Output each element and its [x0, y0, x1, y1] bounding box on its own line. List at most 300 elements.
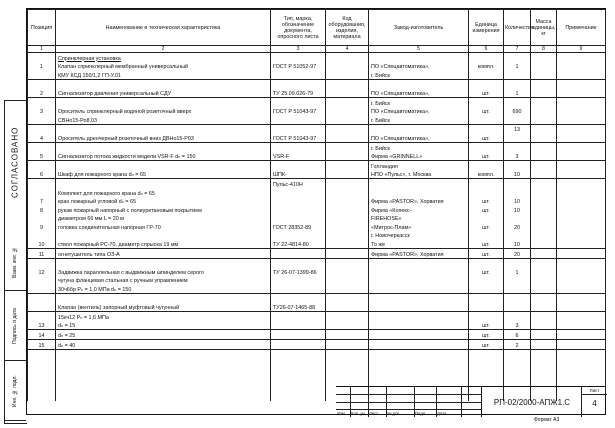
cell-maker: г. Бийск	[369, 97, 469, 106]
cell-mass	[531, 133, 557, 142]
cell-unit	[469, 358, 504, 367]
cell-type	[271, 340, 326, 350]
cell-pos: 3	[28, 107, 56, 116]
cell-unit: шт.	[469, 205, 504, 214]
cell-qty	[504, 231, 531, 240]
cell-mass	[531, 340, 557, 350]
cell-qty	[504, 258, 531, 267]
cell-mass	[531, 88, 557, 97]
cell-pos: 2	[28, 88, 56, 97]
title-block-label: Дата	[437, 411, 447, 416]
cell-note	[557, 133, 606, 142]
cell-maker	[369, 124, 469, 133]
cell-mass	[531, 312, 557, 321]
cell-code	[326, 205, 369, 214]
cell-note	[557, 152, 606, 161]
cell-qty	[504, 214, 531, 223]
cell-name: Сигнализатор потока жидкости модели VSR-F dₙ = 150	[56, 152, 271, 161]
cell-qty: 1	[504, 62, 531, 71]
cell-unit	[469, 115, 504, 124]
cell-mass	[531, 222, 557, 231]
sheet-number: 4	[592, 399, 597, 408]
cell-pos: 7	[28, 197, 56, 206]
table-row	[28, 62, 606, 71]
cell-unit	[469, 303, 504, 312]
cell-mass	[531, 107, 557, 116]
cell-pos: 6	[28, 170, 56, 179]
cell-qty: 3	[504, 152, 531, 161]
column-number: 6	[469, 46, 504, 53]
cell-code	[326, 239, 369, 248]
cell-pos	[28, 161, 56, 170]
cell-mass	[531, 124, 557, 133]
cell-note	[557, 349, 606, 358]
cell-maker	[369, 349, 469, 358]
cell-maker: Фирма «GRINNELL»	[369, 152, 469, 161]
cell-qty: 1	[504, 267, 531, 276]
cell-code	[326, 53, 369, 62]
cell-maker: г. Бийск	[369, 115, 469, 124]
cell-code	[326, 107, 369, 116]
cell-mass	[531, 249, 557, 259]
cell-type	[271, 294, 326, 303]
cell-qty	[504, 161, 531, 170]
cell-qty	[504, 115, 531, 124]
cell-pos	[28, 312, 56, 321]
cell-note	[557, 179, 606, 188]
cell-name	[56, 179, 271, 188]
cell-maker: Голландия	[369, 161, 469, 170]
cell-unit	[469, 375, 504, 384]
cell-name: СВНо15-Ро8,03	[56, 115, 271, 124]
specification-body	[28, 53, 606, 402]
cell-qty: 2	[504, 340, 531, 350]
cell-maker	[369, 367, 469, 376]
cell-maker: Фирма «PASTOR», Хорватия	[369, 197, 469, 206]
cell-qty: 10	[504, 197, 531, 206]
title-block-label: Кол. уч.	[351, 411, 366, 416]
cell-note	[557, 124, 606, 133]
cell-name	[56, 161, 271, 170]
cell-pos: 9	[28, 222, 56, 231]
table-row	[28, 179, 606, 188]
cell-qty	[504, 349, 531, 358]
cell-pos: 5	[28, 152, 56, 161]
cell-qty	[504, 367, 531, 376]
cell-type: ТУ26-07-1465-88	[271, 303, 326, 312]
table-row	[28, 142, 606, 151]
cell-qty	[504, 188, 531, 197]
title-block-label: Лист	[369, 411, 379, 416]
cell-mass	[531, 294, 557, 303]
table-row	[28, 231, 606, 240]
title-block-label: № док.	[387, 411, 401, 416]
cell-code	[326, 133, 369, 142]
cell-mass	[531, 267, 557, 276]
cell-qty	[504, 79, 531, 88]
cell-name: Сигнализатор давления универсальный СДУ	[56, 88, 271, 97]
cell-maker	[369, 267, 469, 276]
cell-code	[326, 222, 369, 231]
cell-pos	[28, 231, 56, 240]
specification-table	[27, 9, 606, 401]
cell-pos: 1	[28, 62, 56, 71]
table-row	[28, 267, 606, 276]
cell-mass	[531, 284, 557, 293]
cell-note	[557, 97, 606, 106]
cell-unit: компл.	[469, 62, 504, 71]
cell-note	[557, 239, 606, 248]
cell-qty	[504, 294, 531, 303]
cell-type	[271, 349, 326, 358]
table-row	[28, 239, 606, 248]
cell-maker	[369, 340, 469, 350]
column-number: 5	[369, 46, 469, 53]
cell-qty	[504, 284, 531, 293]
cell-unit	[469, 142, 504, 151]
cell-pos	[28, 276, 56, 285]
cell-pos	[28, 115, 56, 124]
cell-code	[326, 267, 369, 276]
cell-mass	[531, 197, 557, 206]
column-number: 2	[56, 46, 271, 53]
column-number-row	[28, 46, 606, 53]
document-number: РП-02/2000-АПЖ1.С	[481, 387, 582, 417]
cell-maker: FIREHOSE»	[369, 214, 469, 223]
cell-maker	[369, 179, 469, 188]
cell-pos: 12	[28, 267, 56, 276]
cell-type	[271, 70, 326, 79]
table-row	[28, 222, 606, 231]
column-number: 1	[28, 46, 56, 53]
header-maker: Завод-изготовитель	[369, 10, 469, 46]
table-row	[28, 303, 606, 312]
cell-pos	[28, 179, 56, 188]
cell-code	[326, 197, 369, 206]
cell-type	[271, 312, 326, 321]
cell-pos	[28, 303, 56, 312]
cell-note	[557, 188, 606, 197]
cell-code	[326, 358, 369, 367]
cell-code	[326, 330, 369, 340]
cell-pos	[28, 384, 56, 393]
cell-code	[326, 294, 369, 303]
cell-maker: «Митрос-Плам»	[369, 222, 469, 231]
cell-maker	[369, 303, 469, 312]
format-label: Формат А3	[534, 417, 560, 423]
cell-pos: 4	[28, 133, 56, 142]
cell-type	[271, 79, 326, 88]
cell-maker: ПО «Спецавтоматика»,	[369, 62, 469, 71]
cell-mass	[531, 170, 557, 179]
table-row	[28, 161, 606, 170]
cell-maker	[369, 188, 469, 197]
cell-note	[557, 107, 606, 116]
cell-unit: шт.	[469, 249, 504, 259]
cell-name	[56, 231, 271, 240]
cell-mass	[531, 62, 557, 71]
cell-note	[557, 340, 606, 350]
cell-qty	[504, 375, 531, 384]
cell-name: dₙ = 40	[56, 340, 271, 350]
header-type: Тип, марка, обозначение документа, опросного листа	[271, 10, 326, 46]
cell-mass	[531, 303, 557, 312]
cell-maker: Фирма «PASTOR», Хорватия	[369, 249, 469, 259]
cell-unit	[469, 79, 504, 88]
cell-unit	[469, 294, 504, 303]
cell-unit	[469, 124, 504, 133]
sheet-box	[581, 387, 607, 417]
cell-code	[326, 340, 369, 350]
cell-note	[557, 294, 606, 303]
table-row	[28, 249, 606, 259]
cell-qty	[504, 142, 531, 151]
table-row	[28, 214, 606, 223]
cell-name	[56, 142, 271, 151]
cell-pos	[28, 358, 56, 367]
cell-qty	[504, 303, 531, 312]
table-row	[28, 358, 606, 367]
cell-pos	[28, 349, 56, 358]
cell-maker	[369, 330, 469, 340]
table-row	[28, 375, 606, 384]
cell-pos: 15	[28, 340, 56, 350]
cell-name: Ороситель дренчерный розеточный вниз ДВНо15-Р03	[56, 133, 271, 142]
cell-code	[326, 124, 369, 133]
table-row	[28, 258, 606, 267]
cell-type: Пульс-410Н	[271, 179, 326, 188]
cell-name: Задвижка параллельная с выдвижным шпинделем серого	[56, 267, 271, 276]
table-row	[28, 340, 606, 350]
column-number: 3	[271, 46, 326, 53]
cell-maker	[369, 53, 469, 62]
cell-pos: 8	[28, 205, 56, 214]
cell-name: 30ч6бр Pₙ = 1,0 МПа dₙ = 150	[56, 284, 271, 293]
cell-name: dₙ = 15	[56, 321, 271, 330]
cell-name	[56, 294, 271, 303]
cell-code	[326, 142, 369, 151]
cell-name: Клапан (вентиль) запорный муфтовый чугунный	[56, 303, 271, 312]
cell-pos	[28, 124, 56, 133]
cell-type	[271, 197, 326, 206]
cell-maker	[369, 258, 469, 267]
table-row	[28, 294, 606, 303]
cell-type: ТУ 22-4814-80	[271, 239, 326, 248]
cell-pos: 13	[28, 321, 56, 330]
sidebar-inv-orig: Инв. № подл.	[4, 362, 26, 421]
cell-unit: шт.	[469, 152, 504, 161]
header-unit: Единица измерения	[469, 10, 504, 46]
cell-mass	[531, 142, 557, 151]
cell-qty: 6	[504, 330, 531, 340]
cell-code	[326, 276, 369, 285]
cell-pos: 10	[28, 239, 56, 248]
cell-type: ТУ 25.09.026-79	[271, 88, 326, 97]
cell-type	[271, 375, 326, 384]
cell-pos	[28, 294, 56, 303]
cell-type	[271, 330, 326, 340]
cell-maker: ПО «Спецавтоматика»,	[369, 88, 469, 97]
cell-type: ТУ 26-07-1399-86	[271, 267, 326, 276]
cell-maker	[369, 294, 469, 303]
cell-mass	[531, 70, 557, 79]
cell-note	[557, 214, 606, 223]
table-row	[28, 133, 606, 142]
table-row	[28, 330, 606, 340]
cell-type	[271, 321, 326, 330]
cell-maker: То же	[369, 239, 469, 248]
cell-type: ГОСТ 28352-89	[271, 222, 326, 231]
cell-code	[326, 152, 369, 161]
cell-maker	[369, 321, 469, 330]
cell-name	[56, 79, 271, 88]
cell-pos	[28, 70, 56, 79]
table-row	[28, 79, 606, 88]
cell-pos	[28, 375, 56, 384]
cell-name	[56, 375, 271, 384]
cell-type	[271, 384, 326, 393]
cell-name: кран пожарный угловой dₙ = 65	[56, 197, 271, 206]
table-row	[28, 349, 606, 358]
cell-type: ШПК-	[271, 170, 326, 179]
cell-unit	[469, 258, 504, 267]
cell-type: ГОСТ Р 51052-97	[271, 62, 326, 71]
cell-unit	[469, 312, 504, 321]
table-row	[28, 152, 606, 161]
column-number: 7	[504, 46, 531, 53]
cell-unit: шт.	[469, 88, 504, 97]
column-number: 4	[326, 46, 369, 53]
cell-pos	[28, 142, 56, 151]
cell-code	[326, 97, 369, 106]
sidebar-sign-date: Подпись и дата	[4, 292, 26, 361]
cell-pos	[28, 79, 56, 88]
cell-type: VSR-F	[271, 152, 326, 161]
cell-note	[557, 284, 606, 293]
cell-unit: шт.	[469, 197, 504, 206]
cell-code	[326, 214, 369, 223]
table-row	[28, 170, 606, 179]
table-row	[28, 205, 606, 214]
cell-qty: 690	[504, 107, 531, 116]
cell-mass	[531, 152, 557, 161]
cell-mass	[531, 231, 557, 240]
cell-code	[326, 349, 369, 358]
cell-type	[271, 115, 326, 124]
cell-qty	[504, 97, 531, 106]
cell-name: чугуна фланцевая стальная с ручным управлением	[56, 276, 271, 285]
cell-note	[557, 276, 606, 285]
cell-code	[326, 303, 369, 312]
cell-qty	[504, 53, 531, 62]
cell-maker: ПО «Спецавтоматика»,	[369, 107, 469, 116]
cell-type	[271, 284, 326, 293]
table-row	[28, 367, 606, 376]
cell-mass	[531, 349, 557, 358]
cell-unit	[469, 179, 504, 188]
cell-unit	[469, 188, 504, 197]
cell-mass	[531, 179, 557, 188]
cell-maker: г. Новочеркасск	[369, 231, 469, 240]
cell-unit	[469, 367, 504, 376]
cell-pos	[28, 53, 56, 62]
cell-name	[56, 384, 271, 393]
cell-mass	[531, 375, 557, 384]
cell-type	[271, 358, 326, 367]
cell-unit	[469, 70, 504, 79]
cell-unit: шт.	[469, 267, 504, 276]
cell-pos	[28, 393, 56, 402]
cell-name	[56, 124, 271, 133]
cell-mass	[531, 276, 557, 285]
cell-mass	[531, 97, 557, 106]
cell-note	[557, 197, 606, 206]
cell-type	[271, 367, 326, 376]
cell-mass	[531, 188, 557, 197]
cell-mass	[531, 161, 557, 170]
cell-qty	[504, 70, 531, 79]
cell-mass	[531, 205, 557, 214]
header-note: Примечание	[557, 10, 606, 46]
cell-qty: 13	[504, 124, 531, 133]
cell-unit	[469, 284, 504, 293]
cell-name: Шкаф для пожарного крана dₙ = 65	[56, 170, 271, 179]
table-row	[28, 115, 606, 124]
cell-type	[271, 124, 326, 133]
cell-pos	[28, 258, 56, 267]
cell-note	[557, 142, 606, 151]
cell-qty	[504, 179, 531, 188]
cell-code	[326, 367, 369, 376]
table-row	[28, 312, 606, 321]
cell-unit: шт.	[469, 321, 504, 330]
cell-note	[557, 303, 606, 312]
table-row	[28, 197, 606, 206]
cell-note	[557, 205, 606, 214]
cell-code	[326, 249, 369, 259]
cell-maker: г. Бийск	[369, 70, 469, 79]
cell-note	[557, 222, 606, 231]
cell-name: Спринклерная установка	[56, 53, 271, 62]
cell-maker	[369, 312, 469, 321]
title-block-grid	[336, 387, 481, 417]
cell-type	[271, 393, 326, 402]
cell-name: диаметром 66 мм L = 20 м	[56, 214, 271, 223]
cell-code	[326, 258, 369, 267]
cell-maker	[369, 358, 469, 367]
cell-maker	[369, 79, 469, 88]
table-row	[28, 284, 606, 293]
cell-mass	[531, 330, 557, 340]
cell-note	[557, 79, 606, 88]
title-block-label: Изм.	[337, 411, 346, 416]
cell-code	[326, 70, 369, 79]
cell-type: ГОСТ Р 51043-97	[271, 107, 326, 116]
cell-mass	[531, 214, 557, 223]
cell-note	[557, 231, 606, 240]
header-qty: Количество	[504, 10, 531, 46]
cell-note	[557, 88, 606, 97]
table-row	[28, 188, 606, 197]
cell-qty	[504, 312, 531, 321]
cell-code	[326, 179, 369, 188]
cell-code	[326, 188, 369, 197]
cell-name	[56, 393, 271, 402]
cell-note	[557, 367, 606, 376]
cell-unit: шт.	[469, 239, 504, 248]
cell-code	[326, 115, 369, 124]
cell-unit	[469, 231, 504, 240]
